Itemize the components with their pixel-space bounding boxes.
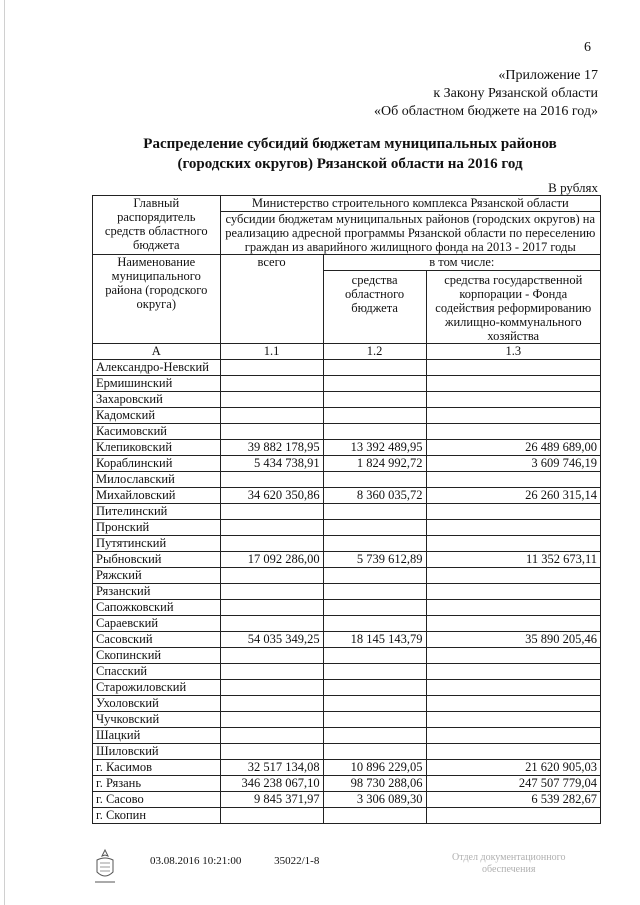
row-fund-cell	[426, 536, 600, 552]
row-regional-cell	[323, 712, 426, 728]
row-name-cell: Рязанский	[93, 584, 221, 600]
appendix-line-3: «Об областном бюджете на 2016 год»	[374, 104, 598, 119]
row-regional-cell	[323, 408, 426, 424]
row-regional-cell	[323, 536, 426, 552]
table-row	[93, 392, 601, 408]
row-regional-cell: 18 145 143,79	[323, 632, 426, 648]
header-subsidy: субсидии бюджетам муниципальных районов (городских округов) на реализацию адресной программы Рязанской области по переселению граждан из аварийного жилищного фонда на 2013 - 2017 годы	[220, 212, 600, 255]
row-regional-cell: 5 739 612,89	[323, 552, 426, 568]
header-regional: средства областного бюджета	[323, 271, 426, 344]
row-fund-cell	[426, 664, 600, 680]
row-fund-cell	[426, 392, 600, 408]
row-fund-cell	[426, 504, 600, 520]
header-ministry: Министерство строительного комплекса Рязанской области	[220, 196, 600, 212]
table-row	[93, 360, 601, 376]
col-index-1-2: 1.2	[323, 344, 426, 360]
appendix-line-1: «Приложение 17	[498, 68, 598, 83]
table-row	[93, 776, 601, 792]
table-row	[93, 712, 601, 728]
row-name-cell: Касимовский	[93, 424, 221, 440]
table-row	[93, 760, 601, 776]
row-regional-cell	[323, 616, 426, 632]
row-fund-cell: 26 260 315,14	[426, 488, 600, 504]
row-name-cell: Милославский	[93, 472, 221, 488]
row-fund-cell: 35 890 205,46	[426, 632, 600, 648]
row-total-cell	[220, 600, 323, 616]
table-row	[93, 456, 601, 472]
row-name-cell: Старожиловский	[93, 680, 221, 696]
row-name-cell: г. Сасово	[93, 792, 221, 808]
row-total-cell	[220, 568, 323, 584]
footer-doc-code: 35022/1-8	[274, 855, 320, 867]
scan-margin-line	[4, 0, 5, 905]
col-index-a: А	[93, 344, 221, 360]
row-regional-cell	[323, 744, 426, 760]
row-regional-cell	[323, 520, 426, 536]
row-name-cell: Спасский	[93, 664, 221, 680]
row-fund-cell	[426, 728, 600, 744]
row-name-cell: Ряжский	[93, 568, 221, 584]
table-row	[93, 440, 601, 456]
row-fund-cell	[426, 424, 600, 440]
table-row	[93, 696, 601, 712]
title-line-2: (городских округов) Рязанской области на 2016 год	[177, 156, 523, 172]
row-name-cell: Пронский	[93, 520, 221, 536]
row-total-cell: 17 092 286,00	[220, 552, 323, 568]
row-total-cell	[220, 728, 323, 744]
row-fund-cell	[426, 680, 600, 696]
row-fund-cell: 21 620 905,03	[426, 760, 600, 776]
row-regional-cell: 1 824 992,72	[323, 456, 426, 472]
row-total-cell	[220, 744, 323, 760]
row-name-cell: Захаровский	[93, 392, 221, 408]
row-fund-cell	[426, 472, 600, 488]
table-row	[93, 536, 601, 552]
row-regional-cell	[323, 504, 426, 520]
row-name-cell: Клепиковский	[93, 440, 221, 456]
row-regional-cell	[323, 600, 426, 616]
appendix-header	[374, 67, 598, 121]
row-name-cell: Рыбновский	[93, 552, 221, 568]
row-total-cell	[220, 504, 323, 520]
row-name-cell: Путятинский	[93, 536, 221, 552]
row-name-cell: Скопинский	[93, 648, 221, 664]
table-row	[93, 600, 601, 616]
row-regional-cell: 98 730 288,06	[323, 776, 426, 792]
row-total-cell	[220, 472, 323, 488]
header-including: в том числе:	[323, 255, 600, 271]
table-row	[93, 680, 601, 696]
watermark-stamp	[452, 852, 565, 876]
row-total-cell	[220, 696, 323, 712]
row-regional-cell: 10 896 229,05	[323, 760, 426, 776]
row-name-cell: Пителинский	[93, 504, 221, 520]
row-total-cell	[220, 648, 323, 664]
row-total-cell	[220, 712, 323, 728]
subsidy-table	[92, 195, 601, 824]
table-row	[93, 664, 601, 680]
emblem-icon	[92, 848, 118, 886]
table-row	[93, 632, 601, 648]
row-regional-cell	[323, 472, 426, 488]
row-name-cell: Сапожковский	[93, 600, 221, 616]
page-number: 6	[584, 40, 591, 55]
table-row	[93, 424, 601, 440]
footer	[150, 855, 319, 867]
row-regional-cell	[323, 568, 426, 584]
row-fund-cell	[426, 360, 600, 376]
row-name-cell: Шацкий	[93, 728, 221, 744]
row-total-cell	[220, 360, 323, 376]
row-total-cell: 32 517 134,08	[220, 760, 323, 776]
table-row	[93, 568, 601, 584]
row-total-cell	[220, 808, 323, 824]
row-name-cell: Александро-Невский	[93, 360, 221, 376]
row-regional-cell: 13 392 489,95	[323, 440, 426, 456]
row-fund-cell	[426, 744, 600, 760]
row-fund-cell: 6 539 282,67	[426, 792, 600, 808]
row-regional-cell	[323, 696, 426, 712]
table-row	[93, 472, 601, 488]
units-label: В рублях	[548, 180, 598, 195]
table-row	[93, 520, 601, 536]
column-index-row	[93, 344, 601, 360]
row-fund-cell	[426, 408, 600, 424]
row-fund-cell	[426, 696, 600, 712]
row-regional-cell	[323, 376, 426, 392]
row-name-cell: Ермишинский	[93, 376, 221, 392]
row-fund-cell: 26 489 689,00	[426, 440, 600, 456]
row-regional-cell	[323, 360, 426, 376]
table-row	[93, 408, 601, 424]
table-row	[93, 792, 601, 808]
row-total-cell	[220, 584, 323, 600]
col-index-1-1: 1.1	[220, 344, 323, 360]
row-name-cell: Шиловский	[93, 744, 221, 760]
row-fund-cell: 11 352 673,11	[426, 552, 600, 568]
row-regional-cell	[323, 664, 426, 680]
watermark-line-2: обеспечения	[482, 864, 536, 875]
row-name-cell: Ухоловский	[93, 696, 221, 712]
header-main-distributor: Главный распорядитель средств областного бюджета	[93, 196, 221, 255]
table-row	[93, 552, 601, 568]
row-regional-cell	[323, 728, 426, 744]
table-row	[93, 488, 601, 504]
row-fund-cell	[426, 616, 600, 632]
row-name-cell: Сасовский	[93, 632, 221, 648]
row-fund-cell	[426, 568, 600, 584]
row-regional-cell	[323, 808, 426, 824]
row-fund-cell: 3 609 746,19	[426, 456, 600, 472]
row-total-cell	[220, 424, 323, 440]
row-name-cell: г. Скопин	[93, 808, 221, 824]
row-regional-cell	[323, 648, 426, 664]
col-index-1-3: 1.3	[426, 344, 600, 360]
header-row-3	[93, 255, 601, 271]
row-total-cell	[220, 392, 323, 408]
table-row	[93, 648, 601, 664]
table-row	[93, 504, 601, 520]
row-total-cell	[220, 664, 323, 680]
row-name-cell: г. Рязань	[93, 776, 221, 792]
row-fund-cell	[426, 712, 600, 728]
table-row	[93, 728, 601, 744]
row-total-cell: 346 238 067,10	[220, 776, 323, 792]
row-fund-cell	[426, 520, 600, 536]
header-name: Наименование муниципального района (городского округа)	[93, 255, 221, 344]
watermark-line-1: Отдел документационного	[452, 852, 566, 863]
row-regional-cell	[323, 680, 426, 696]
row-fund-cell	[426, 648, 600, 664]
footer-timestamp: 03.08.2016 10:21:00	[150, 855, 242, 867]
row-fund-cell	[426, 808, 600, 824]
row-total-cell: 54 035 349,25	[220, 632, 323, 648]
appendix-line-2: к Закону Рязанской области	[433, 86, 598, 101]
row-regional-cell	[323, 584, 426, 600]
row-regional-cell	[323, 424, 426, 440]
table-row	[93, 744, 601, 760]
header-row-1	[93, 196, 601, 212]
row-regional-cell: 8 360 035,72	[323, 488, 426, 504]
row-total-cell	[220, 536, 323, 552]
row-total-cell	[220, 616, 323, 632]
header-total: всего	[220, 255, 323, 344]
table-row	[93, 616, 601, 632]
document-title	[90, 134, 610, 174]
row-name-cell: Чучковский	[93, 712, 221, 728]
row-fund-cell	[426, 376, 600, 392]
row-fund-cell: 247 507 779,04	[426, 776, 600, 792]
table-row	[93, 376, 601, 392]
title-line-1: Распределение субсидий бюджетам муниципальных районов	[143, 136, 557, 152]
table-row	[93, 808, 601, 824]
row-total-cell: 34 620 350,86	[220, 488, 323, 504]
row-name-cell: Кораблинский	[93, 456, 221, 472]
row-name-cell: г. Касимов	[93, 760, 221, 776]
row-total-cell: 39 882 178,95	[220, 440, 323, 456]
row-name-cell: Кадомский	[93, 408, 221, 424]
row-regional-cell: 3 306 089,30	[323, 792, 426, 808]
row-total-cell: 9 845 371,97	[220, 792, 323, 808]
row-name-cell: Михайловский	[93, 488, 221, 504]
row-total-cell: 5 434 738,91	[220, 456, 323, 472]
row-fund-cell	[426, 584, 600, 600]
row-name-cell: Сараевский	[93, 616, 221, 632]
row-total-cell	[220, 376, 323, 392]
table-row	[93, 584, 601, 600]
row-total-cell	[220, 520, 323, 536]
row-total-cell	[220, 408, 323, 424]
row-total-cell	[220, 680, 323, 696]
row-regional-cell	[323, 392, 426, 408]
header-fund: средства государственной корпорации - Фонда содействия реформированию жилищно-коммунального хозяйства	[426, 271, 600, 344]
row-fund-cell	[426, 600, 600, 616]
